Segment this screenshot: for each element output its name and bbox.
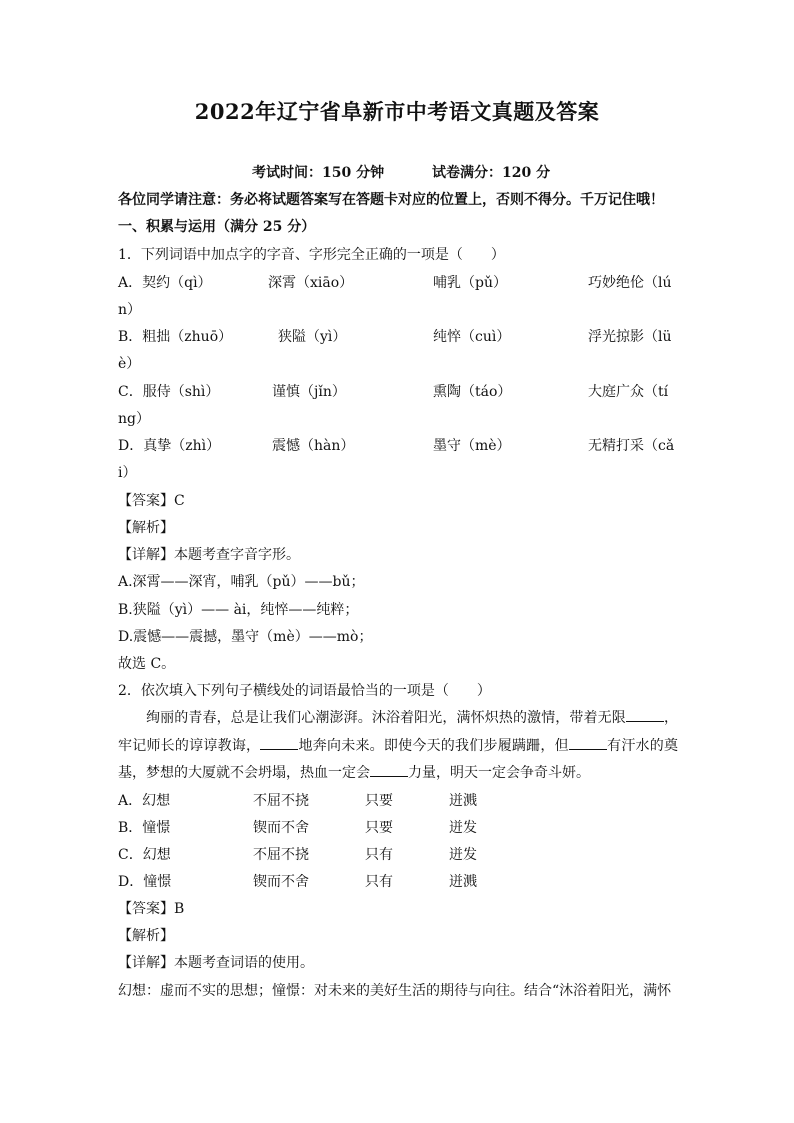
full-score: 试卷满分：120 分 xyxy=(432,165,551,181)
q2-option-a-col2: 不屈不挠 xyxy=(253,793,309,809)
q2-explanation: 幻想：虚而不实的思想；憧憬：对未来的美好生活的期待与向往。结合“沐浴着阳光，满怀 xyxy=(118,983,672,999)
q1-option-a-col1: A．契约（qì） xyxy=(118,275,212,291)
q1-option-d-col1: D．真挚（zhì） xyxy=(118,438,221,454)
q2-option-c-col4: 迸发 xyxy=(449,847,477,863)
q2-passage-part-1: 绚丽的青春，总是让我们心潮澎湃。沐浴着阳光，满怀炽热的激情，带着无限 xyxy=(146,710,626,726)
q1-explanation-b: B.狭隘（yì）—— ài，纯悴——纯粹； xyxy=(118,602,359,618)
section-heading: 一、积累与运用（满分 25 分） xyxy=(118,219,316,235)
q1-option-a-col3: 哺乳（pǔ） xyxy=(433,275,507,291)
q1-option-b-col3: 纯悴（cuì） xyxy=(433,329,511,345)
q2-analysis-label: 【解析】 xyxy=(118,928,174,944)
q1-option-a-col2: 深霄（xiāo） xyxy=(268,275,354,291)
q1-explanation-a: A.深霄——深宵，哺乳（pǔ）——bǔ； xyxy=(118,574,365,590)
q2-option-b-col3: 只要 xyxy=(365,820,393,836)
q2-option-d-col1: D．憧憬 xyxy=(118,874,172,890)
exam-time: 考试时间：150 分钟 xyxy=(252,165,385,181)
q2-option-d-col4: 迸溅 xyxy=(449,874,477,890)
q1-detail: 【详解】本题考查字音字形。 xyxy=(118,547,300,563)
q1-option-d-wrap: i） xyxy=(118,465,137,481)
q1-option-c-wrap: ng） xyxy=(118,411,150,427)
q2-option-a-col1: A．幻想 xyxy=(118,793,171,809)
q1-option-b-col1: B．粗拙（zhuō） xyxy=(118,329,233,345)
q2-option-c-col3: 只有 xyxy=(365,847,393,863)
page-title: 2022年辽宁省阜新市中考语文真题及答案 xyxy=(194,99,600,124)
q2-option-a-col4: 迸溅 xyxy=(449,793,477,809)
q2-option-c-col1: C．幻想 xyxy=(118,847,171,863)
notice: 各位同学请注意：务必将试题答案写在答题卡对应的位置上，否则不得分。千万记住哦！ xyxy=(118,192,664,208)
q1-option-d-col2: 震憾（hàn） xyxy=(272,438,355,454)
q2-option-c-col2: 不屈不挠 xyxy=(253,847,309,863)
q1-option-a-wrap: n） xyxy=(118,302,142,318)
q1-option-d-col4: 无精打采（cǎ xyxy=(588,438,675,454)
q1-option-b-col2: 狭隘（yì） xyxy=(278,329,347,345)
q2-answer: 【答案】B xyxy=(118,901,185,917)
q2-option-b-col2: 锲而不舍 xyxy=(253,820,309,836)
q2-option-d-col2: 锲而不舍 xyxy=(253,874,309,890)
q1-option-b-wrap: è） xyxy=(118,356,141,372)
q1-option-c-col2: 谨慎（jǐn） xyxy=(272,384,346,400)
blank-3 xyxy=(569,734,607,750)
q1-option-b-col4: 浮光掠影（lü xyxy=(588,329,672,345)
q1-answer: 【答案】C xyxy=(118,493,185,509)
q2-passage xyxy=(118,705,678,788)
q1-option-c-col4: 大庭广众（tí xyxy=(588,384,669,400)
blank-2 xyxy=(260,734,298,750)
q2-option-a-col3: 只要 xyxy=(365,793,393,809)
blank-1 xyxy=(626,706,664,722)
q2-option-b-col1: B．憧憬 xyxy=(118,820,171,836)
question-1-stem: 1．下列词语中加点字的字音、字形完全正确的一项是（ ） xyxy=(118,247,505,263)
q2-passage-part-3: 地奔向未来。即使今天的我们步履蹒跚，但 xyxy=(298,737,569,754)
q1-option-c-col1: C．服侍（shì） xyxy=(118,384,220,400)
question-2-stem: 2．依次填入下列句子横线处的词语最恰当的一项是（ ） xyxy=(118,683,491,699)
q2-option-b-col4: 迸发 xyxy=(449,820,477,836)
q2-passage-part-5: 力量，明天一定会争奇斗妍。 xyxy=(408,765,590,781)
q2-passage-part-4: 有汗水的奠基，梦想的大厦就不会坍塌，热血一定会 xyxy=(118,737,679,781)
q2-option-d-col3: 只有 xyxy=(365,874,393,890)
q1-option-a-col4: 巧妙绝伦（lú xyxy=(588,275,672,291)
q1-analysis-label: 【解析】 xyxy=(118,520,174,536)
q1-conclusion: 故选 C。 xyxy=(118,656,176,672)
q1-option-c-col3: 熏陶（táo） xyxy=(433,384,512,400)
q2-detail: 【详解】本题考查词语的使用。 xyxy=(118,955,314,971)
q1-explanation-d: D.震憾——震撼，墨守（mè）——mò； xyxy=(118,629,373,645)
blank-4 xyxy=(370,761,408,777)
q2-passage-part-2: ，牢记师长的谆谆教诲， xyxy=(118,710,679,754)
q1-option-d-col3: 墨守（mè） xyxy=(433,438,511,454)
